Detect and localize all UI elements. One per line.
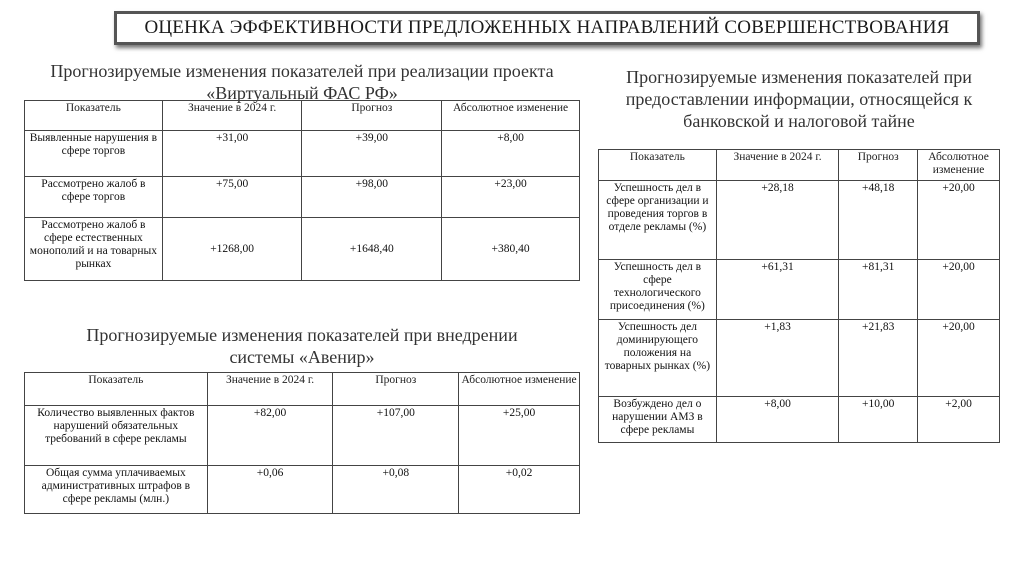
table-cell: +20,00 (918, 320, 1000, 397)
column-header: Показатель (25, 101, 163, 131)
section3-title-line3: банковской и налоговой тайне (683, 111, 915, 131)
table-row (25, 466, 580, 514)
table-cell: +31,00 (162, 131, 302, 177)
table-row (599, 397, 1000, 443)
column-header: Прогноз (839, 150, 918, 181)
table-header-row (25, 101, 580, 131)
table-cell: +0,08 (333, 466, 459, 514)
section2-title-line1: Прогнозируемые изменения показателей при внедрении (86, 325, 518, 345)
section1-title (24, 60, 580, 104)
table-virtual-fas (24, 100, 580, 281)
table-cell: +48,18 (839, 181, 918, 260)
column-header: Прогноз (333, 373, 459, 406)
table-cell: +1,83 (716, 320, 839, 397)
table-row (599, 320, 1000, 397)
table-cell: +0,06 (207, 466, 333, 514)
table-cell: +20,00 (918, 260, 1000, 320)
table-row (25, 218, 580, 281)
table-cell: Рассмотрено жалоб в сфере торгов (25, 177, 163, 218)
table-cell: +10,00 (839, 397, 918, 443)
table-row (599, 260, 1000, 320)
table-cell: +98,00 (302, 177, 442, 218)
section3-title (598, 66, 1000, 132)
table-cell: +82,00 (207, 406, 333, 466)
section2-title-line2: системы «Авенир» (229, 347, 375, 367)
column-header: Прогноз (302, 101, 442, 131)
table-cell: +81,31 (839, 260, 918, 320)
table-cell: +28,18 (716, 181, 839, 260)
column-header: Значение в 2024 г. (162, 101, 302, 131)
column-header: Абсолютное изменение (459, 373, 580, 406)
table-row (25, 131, 580, 177)
section2-title (24, 324, 580, 368)
table-cell: +61,31 (716, 260, 839, 320)
table-cell: Успешность дел в сфере технологического присоединения (%) (599, 260, 717, 320)
table-cell: Возбуждено дел о нарушении АМЗ в сфере рекламы (599, 397, 717, 443)
table-cell: +2,00 (918, 397, 1000, 443)
table-cell: Выявленные нарушения в сфере торгов (25, 131, 163, 177)
table-cell: Рассмотрено жалоб в сфере естественных монополий и на товарных рынках (25, 218, 163, 281)
slide-title: ОЦЕНКА ЭФФЕКТИВНОСТИ ПРЕДЛОЖЕННЫХ НАПРАВЛЕНИЙ СОВЕРШЕНСТВОВАНИЯ (144, 17, 950, 38)
section1-title-line1: Прогнозируемые изменения показателей при реализации проекта (50, 61, 554, 81)
table-cell: +380,40 (442, 218, 580, 281)
slide-title-box (114, 11, 980, 45)
table-cell: +1648,40 (302, 218, 442, 281)
column-header: Значение в 2024 г. (716, 150, 839, 181)
table-row (25, 177, 580, 218)
table-cell: Количество выявленных фактов нарушений обязательных требований в сфере рекламы (25, 406, 208, 466)
section3-title-line2: предоставлении информации, относящейся к (625, 89, 973, 109)
table-cell: +23,00 (442, 177, 580, 218)
table-cell: +107,00 (333, 406, 459, 466)
table-cell: Успешность дел доминирующего положения на товарных рынках (%) (599, 320, 717, 397)
table-cell: +21,83 (839, 320, 918, 397)
table-cell: +39,00 (302, 131, 442, 177)
table-cell: Успешность дел в сфере организации и проведения торгов в отделе рекламы (%) (599, 181, 717, 260)
table-header-row (599, 150, 1000, 181)
table-cell: Общая сумма уплачиваемых административных штрафов в сфере рекламы (млн.) (25, 466, 208, 514)
table-avenir (24, 372, 580, 514)
table-cell: +8,00 (442, 131, 580, 177)
table-bank-tax-secret (598, 149, 1000, 443)
column-header: Показатель (599, 150, 717, 181)
column-header: Показатель (25, 373, 208, 406)
section1-title-line2: «Виртуальный ФАС РФ» (206, 83, 398, 103)
table-row (599, 181, 1000, 260)
table-cell: +0,02 (459, 466, 580, 514)
table-cell: +8,00 (716, 397, 839, 443)
column-header: Абсолютное изменение (918, 150, 1000, 181)
table-cell: +1268,00 (162, 218, 302, 281)
table-header-row (25, 373, 580, 406)
section3-title-line1: Прогнозируемые изменения показателей при (626, 67, 972, 87)
table-cell: +25,00 (459, 406, 580, 466)
table-cell: +20,00 (918, 181, 1000, 260)
table-row (25, 406, 580, 466)
column-header: Значение в 2024 г. (207, 373, 333, 406)
column-header: Абсолютное изменение (442, 101, 580, 131)
table-cell: +75,00 (162, 177, 302, 218)
